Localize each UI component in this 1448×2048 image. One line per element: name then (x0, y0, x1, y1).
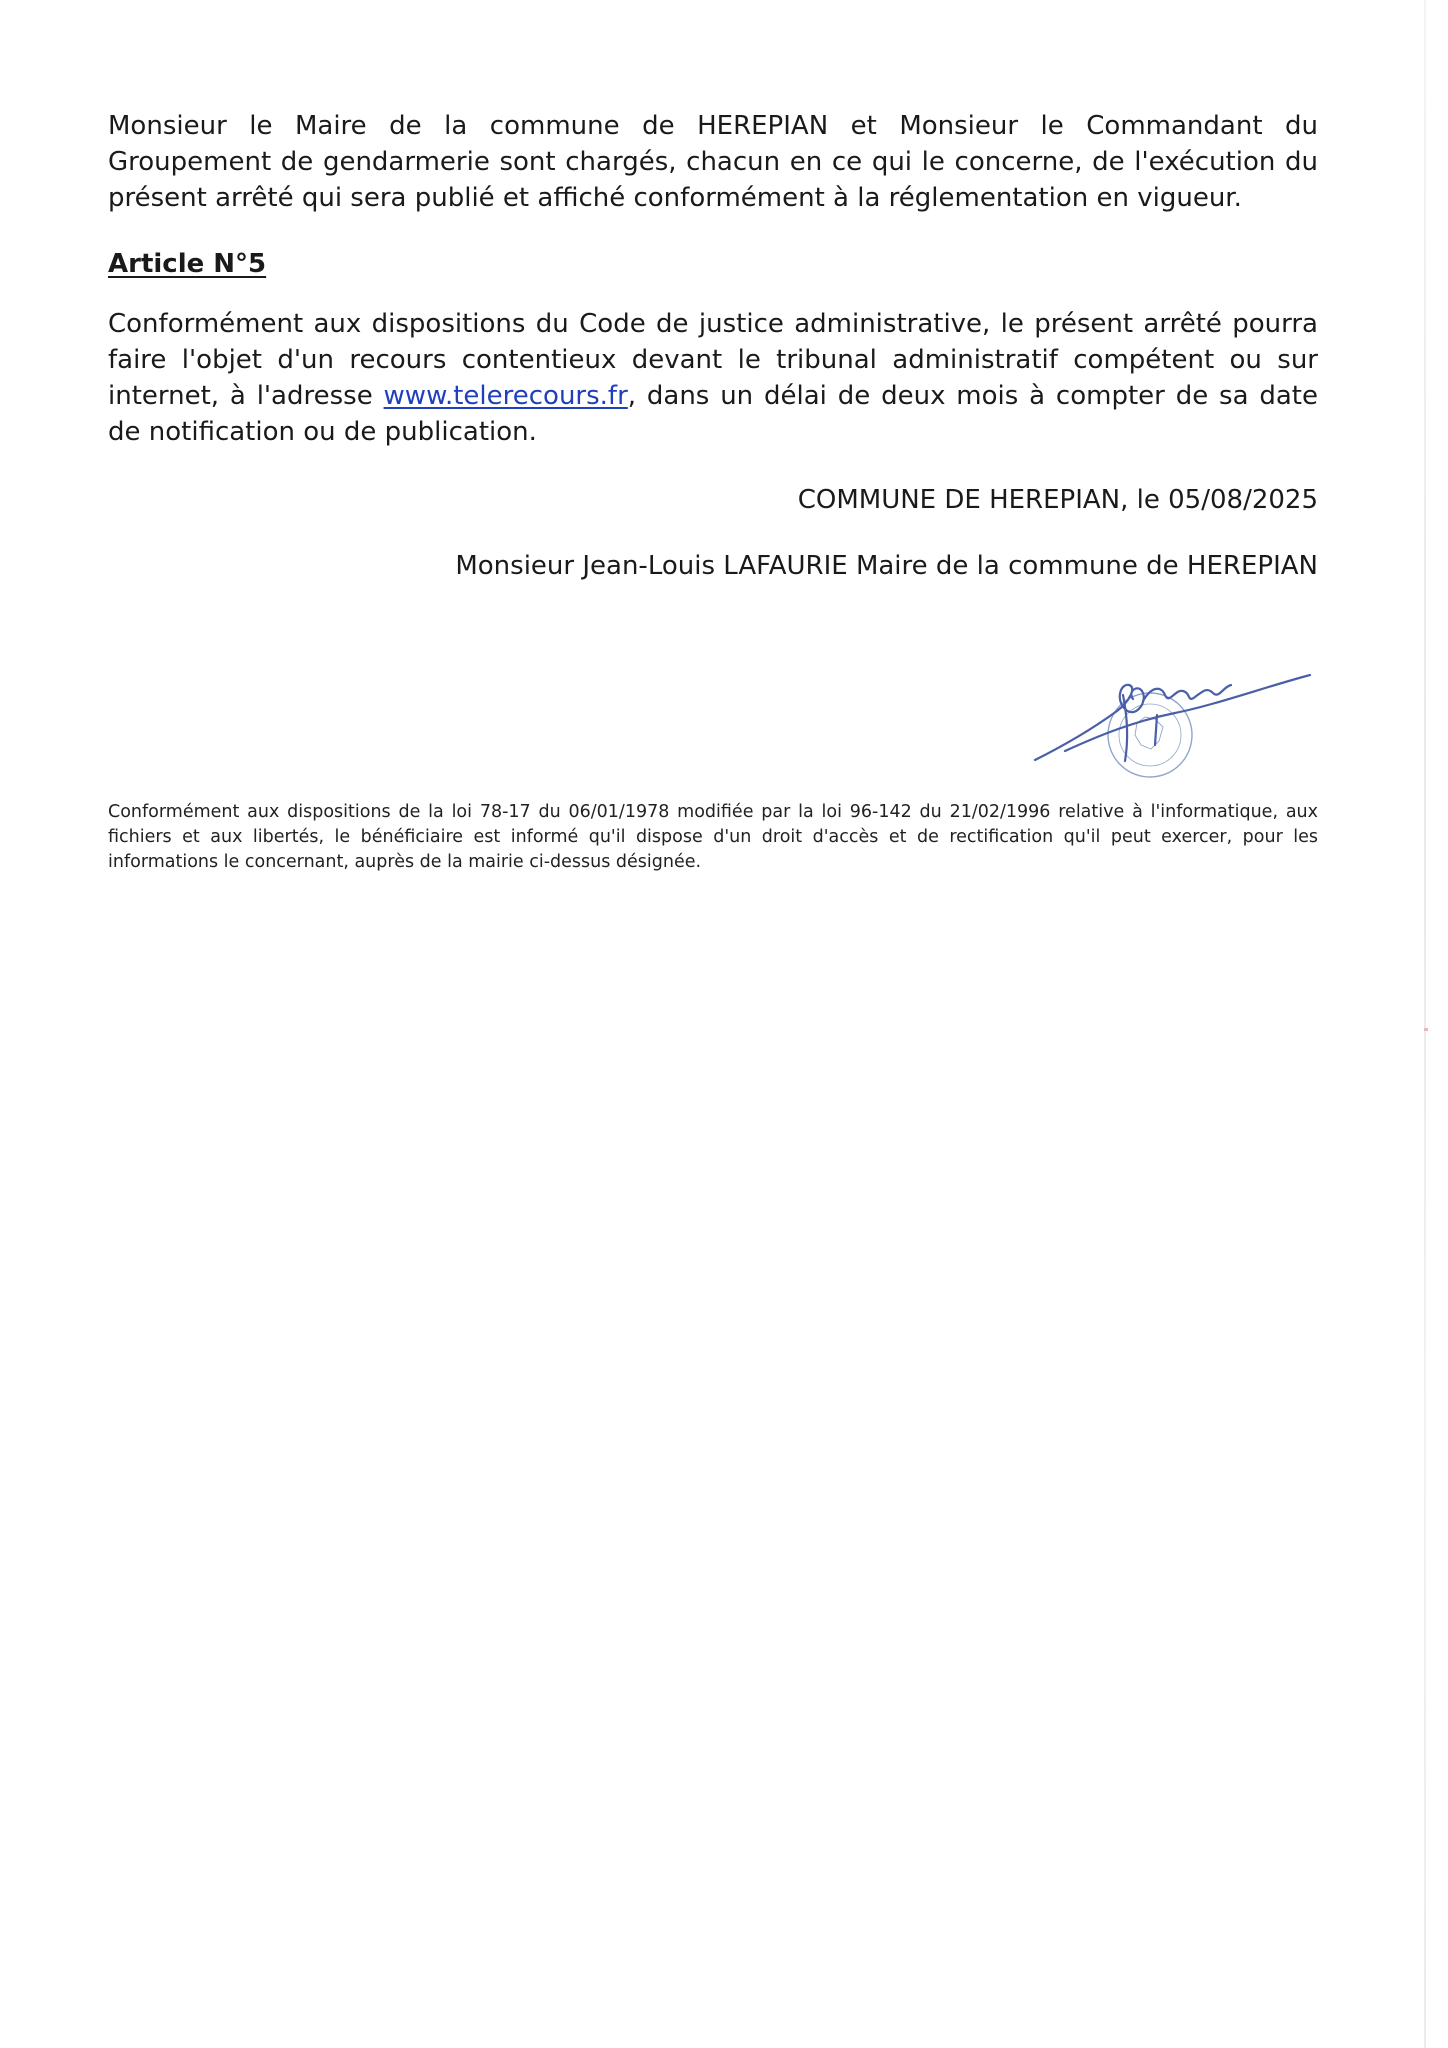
handwritten-signature (1035, 675, 1310, 761)
article-5-text-start: Conformément aux dispositions du Code de justice administrative, le présent arrêté pourra faire l'objet d'un recours contentieux devant le tribunal administratif compétent ou sur internet, à l'adresse (108, 309, 1318, 411)
official-stamp (1108, 693, 1192, 777)
scan-edge-mark (1424, 1028, 1428, 1031)
scan-edge-line (1424, 0, 1426, 2048)
article-5-paragraph (108, 306, 1318, 450)
execution-paragraph: Monsieur le Maire de la commune de HEREPIAN et Monsieur le Commandant du Groupement de gendarmerie sont chargés, chacun en ce qui le concerne, de l'exécution du présent arrêté qui sera publié et affiché conformément à la réglementation en vigueur. (108, 111, 1318, 213)
data-privacy-footnote: Conformément aux dispositions de la loi 78-17 du 06/01/1978 modifiée par la loi 96-142 du 21/02/1996 relative à l'informatique, aux fichiers et aux libertés, le bénéficiaire est informé qu'il dispose d'un droit d'accès et de rectification qu'il peut exercer, pour les informations le concernant, auprès de la mairie ci-dessus désignée. (108, 802, 1318, 872)
signature-stamp-image (1025, 665, 1315, 785)
date-line: COMMUNE DE HEREPIAN, le 05/08/2025 (797, 485, 1318, 515)
signer-line: Monsieur Jean-Louis LAFAURIE Maire de la commune de HEREPIAN (455, 551, 1318, 581)
article-5-text-end: , dans un délai de deux mois à compter de sa date de notification ou de publication. (108, 381, 1318, 447)
document-body (108, 108, 1318, 584)
article-5-heading: Article N°5 (108, 249, 267, 279)
telerecours-link[interactable]: www.telerecours.fr (383, 381, 628, 411)
